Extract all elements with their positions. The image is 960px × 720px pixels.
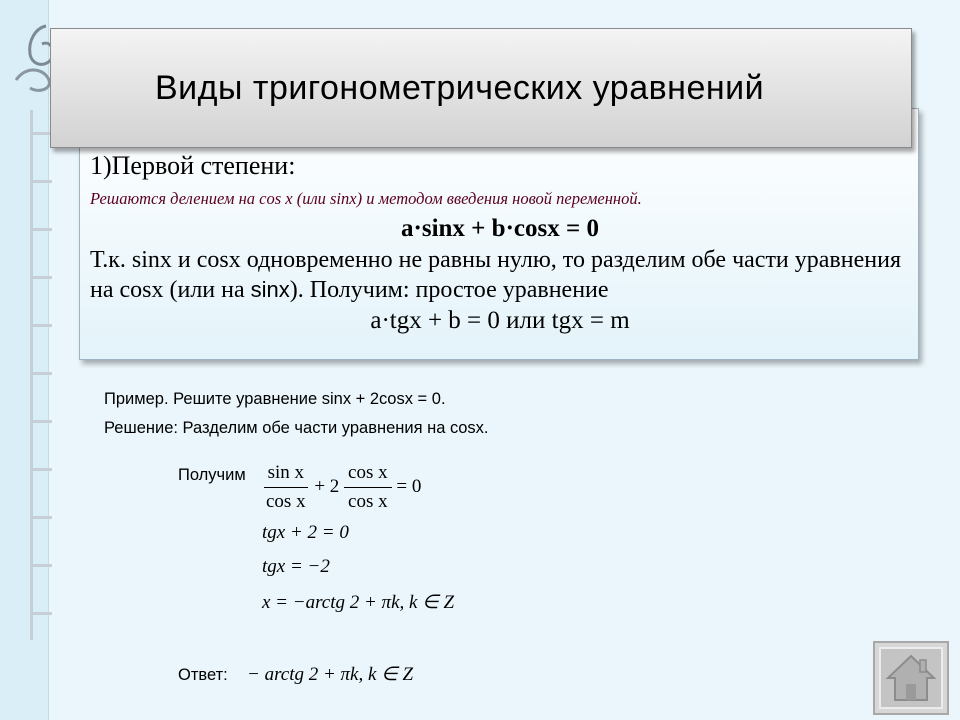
left-rule [30, 324, 52, 327]
left-rule [30, 372, 52, 375]
left-rule [30, 468, 52, 471]
fraction-equation [262, 462, 421, 513]
equals-zero: = 0 [396, 475, 422, 497]
plus-two: + 2 [314, 475, 340, 497]
left-rule [30, 420, 52, 423]
left-rule [30, 516, 52, 519]
left-rule [30, 276, 52, 279]
left-rule [30, 612, 52, 615]
explanation-sinx: sinx [250, 277, 290, 302]
step-1: tgx + 2 = 0 [262, 522, 349, 543]
example-solution: Решение: Разделим обе части уравнения на cosx. [104, 419, 489, 437]
fraction-1-numerator: sin x [264, 462, 308, 488]
fraction-2 [344, 462, 392, 513]
section-heading: 1)Первой степени: [90, 151, 296, 180]
left-rule [30, 180, 52, 183]
result-equation: a·tgx + b = 0 или tgx = m [370, 307, 630, 334]
fraction-1-denominator: cos x [266, 491, 306, 512]
method-description: Решаются делением на cos x (или sinx) и методом введения новой переменной. [90, 189, 642, 208]
step-2: tgx = −2 [262, 556, 330, 577]
fraction-2-numerator: cos x [344, 462, 392, 488]
fraction-1 [262, 462, 310, 513]
page-title: Виды тригонометрических уравнений [155, 68, 765, 107]
left-rule [30, 132, 52, 135]
left-vertical-line [30, 110, 33, 640]
left-rule [30, 228, 52, 231]
answer-value: − arctg 2 + πk, k ∈ Z [247, 664, 414, 685]
example-task: Пример. Решите уравнение sinx + 2cosx = 0. [104, 390, 446, 408]
answer-label: Ответ: [178, 666, 228, 684]
step-3: x = −arctg 2 + πk, k ∈ Z [262, 592, 455, 613]
explanation-text [90, 245, 910, 305]
left-rule [30, 564, 52, 567]
title-bar [50, 28, 912, 148]
home-icon[interactable] [872, 640, 950, 716]
get-label: Получим [178, 466, 246, 484]
fraction-2-denominator: cos x [348, 491, 388, 512]
main-equation: a·sinx + b·cosx = 0 [401, 215, 599, 242]
explanation-part2: ). Получим: простое уравнение [289, 277, 609, 303]
explanation-part1: Т.к. sinx и cosx одновременно не равны нулю, то разделим обе части уравнения на cosx (или на [90, 247, 901, 303]
